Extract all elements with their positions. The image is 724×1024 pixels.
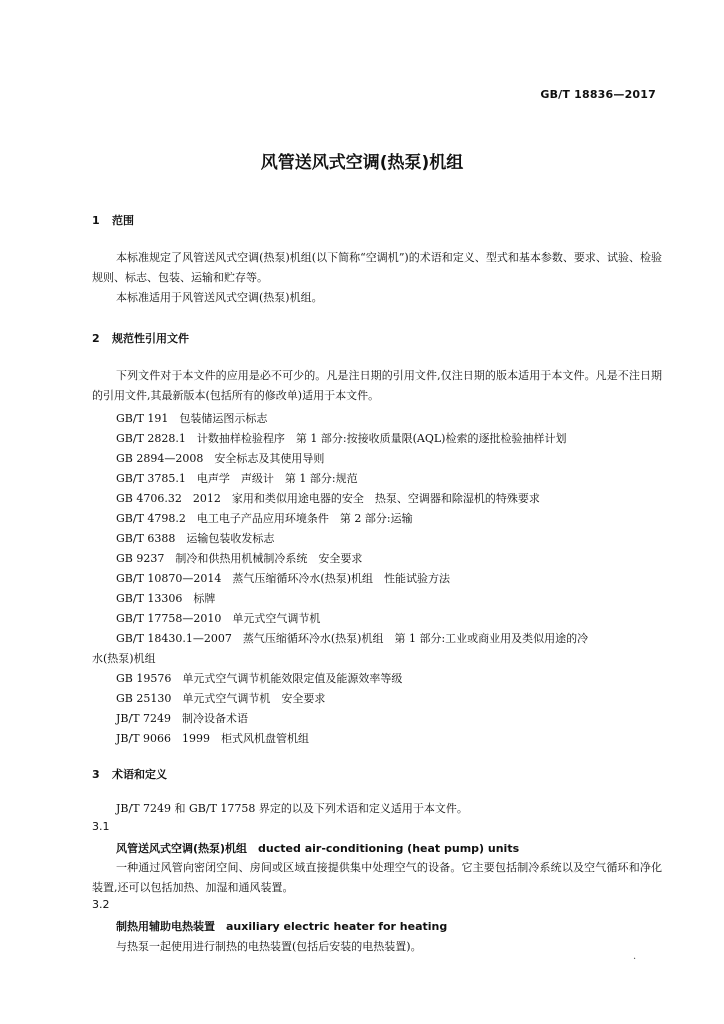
reference-item: GB 4706.32 2012 家用和类似用途电器的安全 热泵、空调器和除湿机的特殊要求 xyxy=(116,492,540,505)
clause-3-2-number: 3.2 xyxy=(92,898,110,911)
clause-3-1-number: 3.1 xyxy=(92,820,110,833)
clause-3-1-term: 风管送风式空调(热泵)机组 ducted air-conditioning (heat pump) units xyxy=(116,842,520,855)
section-number: 2 xyxy=(92,332,100,345)
reference-item: GB/T 18430.1—2007 蒸气压缩循环冷水(热泵)机组 第 1 部分:工业或商业用及类似用途的冷 xyxy=(116,632,589,645)
reference-item: GB/T 191 包装储运图示标志 xyxy=(116,412,268,425)
section-1-paragraph-2: 本标准适用于风管送风式空调(热泵)机组。 xyxy=(116,291,323,304)
standard-code: GB/T 18836—2017 xyxy=(540,88,656,101)
reference-item: GB 9237 制冷和供热用机械制冷系统 安全要求 xyxy=(116,552,363,565)
section-title: 规范性引用文件 xyxy=(112,332,189,345)
section-title: 术语和定义 xyxy=(112,768,167,781)
reference-item: JB/T 9066 1999 柜式风机盘管机组 xyxy=(116,732,310,745)
section-3-intro: JB/T 7249 和 GB/T 17758 界定的以及下列术语和定义适用于本文件。 xyxy=(116,802,468,815)
clause-3-2-definition: 与热泵一起使用进行制热的电热装置(包括后安装的电热装置)。 xyxy=(116,940,422,953)
reference-item: GB/T 3785.1 电声学 声级计 第 1 部分:规范 xyxy=(116,472,358,485)
document-title: 风管送风式空调(热泵)机组 xyxy=(260,153,464,173)
section-3-heading xyxy=(92,766,167,782)
clause-3-2-term: 制热用辅助电热装置 auxiliary electric heater for heating xyxy=(116,920,448,933)
reference-item: JB/T 7249 制冷设备术语 xyxy=(116,712,249,725)
reference-item: GB 19576 单元式空气调节机能效限定值及能源效率等级 xyxy=(116,672,403,685)
reference-item: GB/T 10870—2014 蒸气压缩循环冷水(热泵)机组 性能试验方法 xyxy=(116,572,450,585)
section-number: 3 xyxy=(92,768,100,781)
reference-item: GB/T 4798.2 电工电子产品应用环境条件 第 2 部分:运输 xyxy=(116,512,413,525)
section-number: 1 xyxy=(92,214,100,227)
reference-item: GB 25130 单元式空气调节机 安全要求 xyxy=(116,692,326,705)
reference-item: GB/T 2828.1 计数抽样检验程序 第 1 部分:按接收质量限(AQL)检索的逐批检验抽样计划 xyxy=(116,432,567,445)
clause-3-1-definition: 一种通过风管向密闭空间、房间或区域直接提供集中处理空气的设备。它主要包括制冷系统以及空气循环和净化装置,还可以包括加热、加湿和通风装置。 xyxy=(92,861,662,894)
reference-item: GB/T 13306 标牌 xyxy=(116,592,216,605)
section-2-intro: 下列文件对于本文件的应用是必不可少的。凡是注日期的引用文件,仅注日期的版本适用于本文件。凡是不注日期的引用文件,其最新版本(包括所有的修改单)适用于本文件。 xyxy=(92,369,662,402)
reference-item-continued: 水(热泵)机组 xyxy=(92,652,156,665)
section-2-heading xyxy=(92,330,189,346)
reference-item: GB 2894—2008 安全标志及其使用导则 xyxy=(116,452,325,465)
reference-item: GB/T 6388 运输包装收发标志 xyxy=(116,532,275,545)
reference-item: GB/T 17758—2010 单元式空气调节机 xyxy=(116,612,321,625)
section-1-heading xyxy=(92,212,134,228)
scan-mark: · xyxy=(633,954,637,965)
section-title: 范围 xyxy=(112,214,134,227)
section-1-paragraph-1: 本标准规定了风管送风式空调(热泵)机组(以下简称“空调机”)的术语和定义、型式和基本参数、要求、试验、检验规则、标志、包装、运输和贮存等。 xyxy=(92,251,662,284)
